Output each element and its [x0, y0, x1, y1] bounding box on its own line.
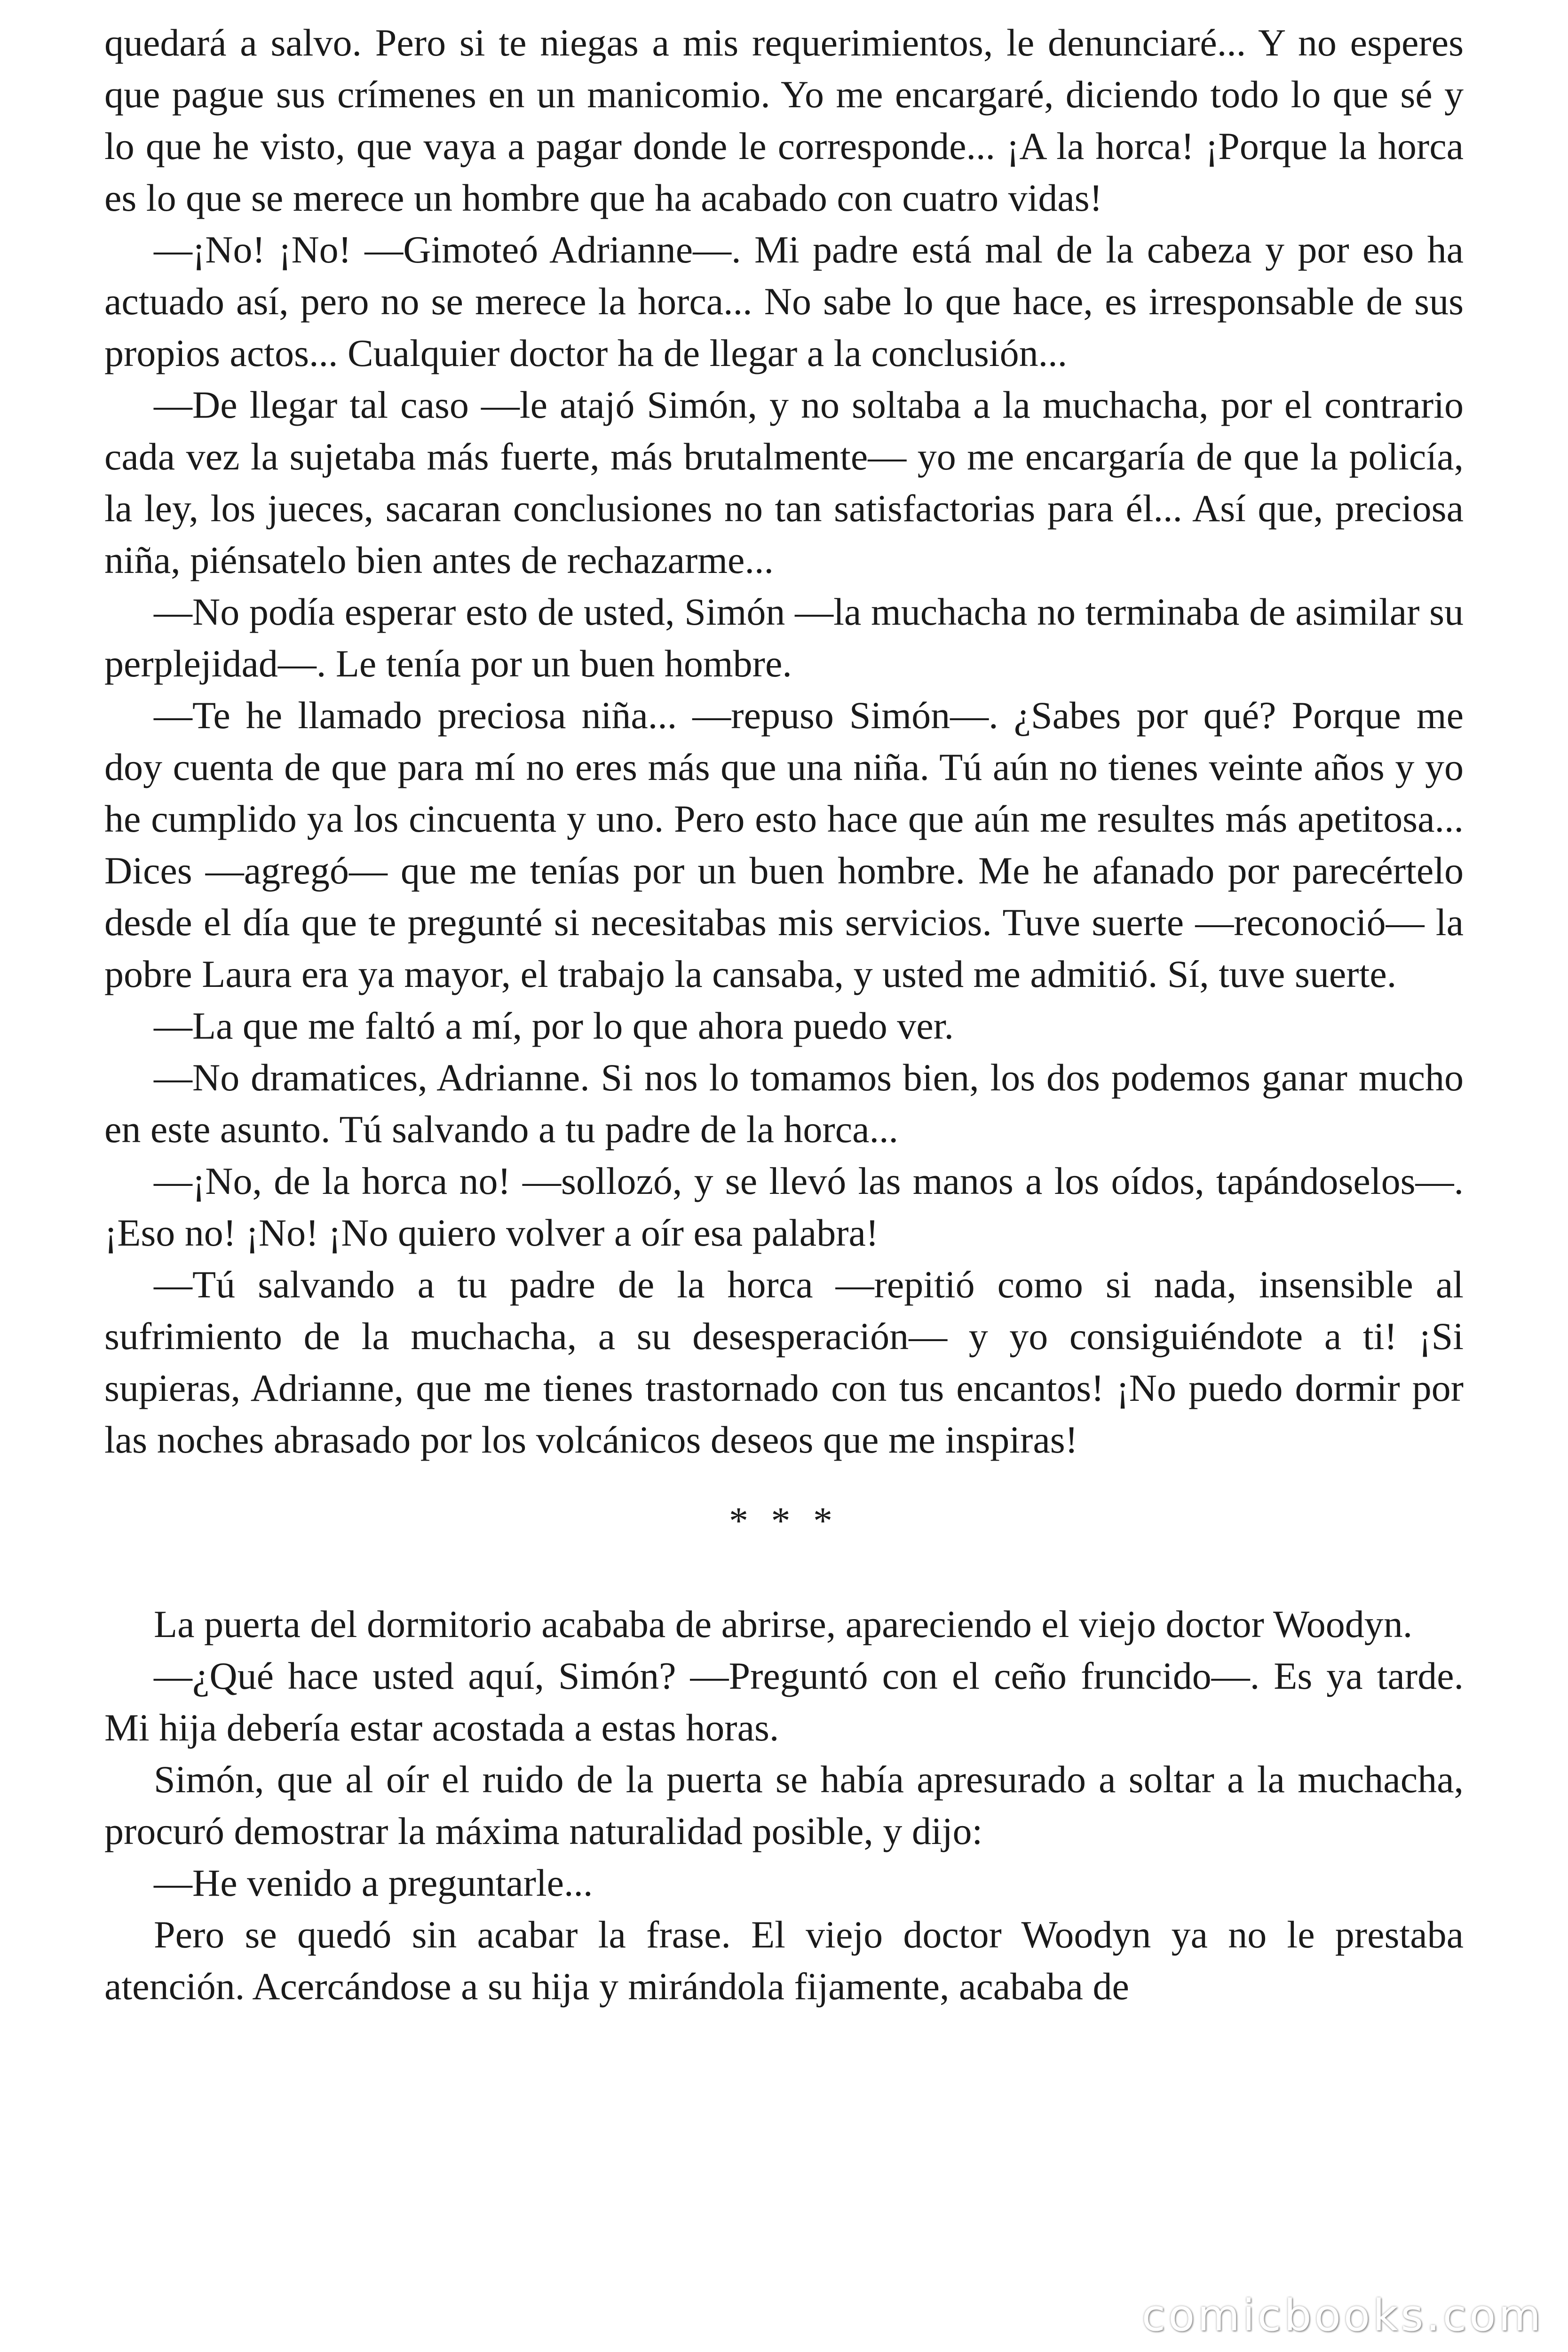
page-body — [104, 17, 1464, 2012]
paragraph: —He venido a preguntarle... — [154, 1861, 593, 1904]
paragraph: —No podía esperar esto de usted, Simón —la muchacha no terminaba de asimilar su perplejidad—. Le tenía por un buen hombre. — [104, 590, 1464, 685]
paragraph: Simón, que al oír el ruido de la puerta se había apresurado a soltar a la muchacha, procuró demostrar la máxima naturalidad posible, y dijo: — [104, 1758, 1464, 1852]
watermark: comicbooks.com — [1141, 2290, 1544, 2341]
section-separator: * * * — [729, 1499, 839, 1542]
paragraph: —No dramatices, Adrianne. Si nos lo tomamos bien, los dos podemos ganar mucho en este asunto. Tú salvando a tu padre de la horca... — [104, 1056, 1464, 1151]
paragraph: Pero se quedó sin acabar la frase. El viejo doctor Woodyn ya no le prestaba atención. Acercándose a su hija y mirándola fijamente, acababa de — [104, 1913, 1464, 2008]
paragraph: —¿Qué hace usted aquí, Simón? —Preguntó con el ceño fruncido—. Es ya tarde. Mi hija debería estar acostada a estas horas. — [104, 1654, 1464, 1749]
paragraph: quedará a salvo. Pero si te niegas a mis requerimientos, le denunciaré... Y no esperes que pague sus crímenes en un manicomio. Yo me encargaré, diciendo todo lo que sé y lo que he visto, que vaya a pagar donde le corresponde... ¡A la horca! ¡Porque la horca es lo que se merece un hombre que ha acabado con cuatro vidas! — [104, 21, 1464, 219]
paragraph: —Tú salvando a tu padre de la horca —repitió como si nada, insensible al sufrimiento de la muchacha, a su desesperación— y yo consiguiéndote a ti! ¡Si supieras, Adrianne, que me tienes trastornado con tus encantos! ¡No puedo dormir por las noches abrasado por los volcánicos deseos que me inspiras! — [104, 1263, 1464, 1461]
paragraph: —De llegar tal caso —le atajó Simón, y no soltaba a la muchacha, por el contrario cada vez la sujetaba más fuerte, más brutalmente— yo me encargaría de que la policía, la ley, los jueces, sacaran conclusiones no tan satisfactorias para él... Así que, preciosa niña, piénsatelo bien antes de rechazarme... — [104, 383, 1464, 581]
paragraph: —¡No! ¡No! —Gimoteó Adrianne—. Mi padre está mal de la cabeza y por eso ha actuado así, pero no se merece la horca... No sabe lo que hace, es irresponsable de sus propios actos... Cualquier doctor ha de llegar a la conclusión... — [104, 228, 1464, 374]
paragraph: La puerta del dormitorio acababa de abrirse, apareciendo el viejo doctor Woodyn. — [154, 1603, 1413, 1645]
paragraph: —¡No, de la horca no! —sollozó, y se llevó las manos a los oídos, tapándoselos—. ¡Eso no! ¡No! ¡No quiero volver a oír esa palabra! — [104, 1160, 1464, 1254]
paragraph: —Te he llamado preciosa niña... —repuso Simón—. ¿Sabes por qué? Porque me doy cuenta de que para mí no eres más que una niña. Tú aún no tienes veinte años y yo he cumplido ya los cincuenta y uno. Pero esto hace que aún me resultes más apetitosa... Dices —agregó— que me tenías por un buen hombre. Me he afanado por parecértelo desde el día que te pregunté si necesitabas mis servicios. Tuve suerte —reconoció— la pobre Laura era ya mayor, el trabajo la cansaba, y usted me admitió. Sí, tuve suerte. — [104, 694, 1464, 995]
paragraph: —La que me faltó a mí, por lo que ahora puedo ver. — [154, 1004, 954, 1047]
